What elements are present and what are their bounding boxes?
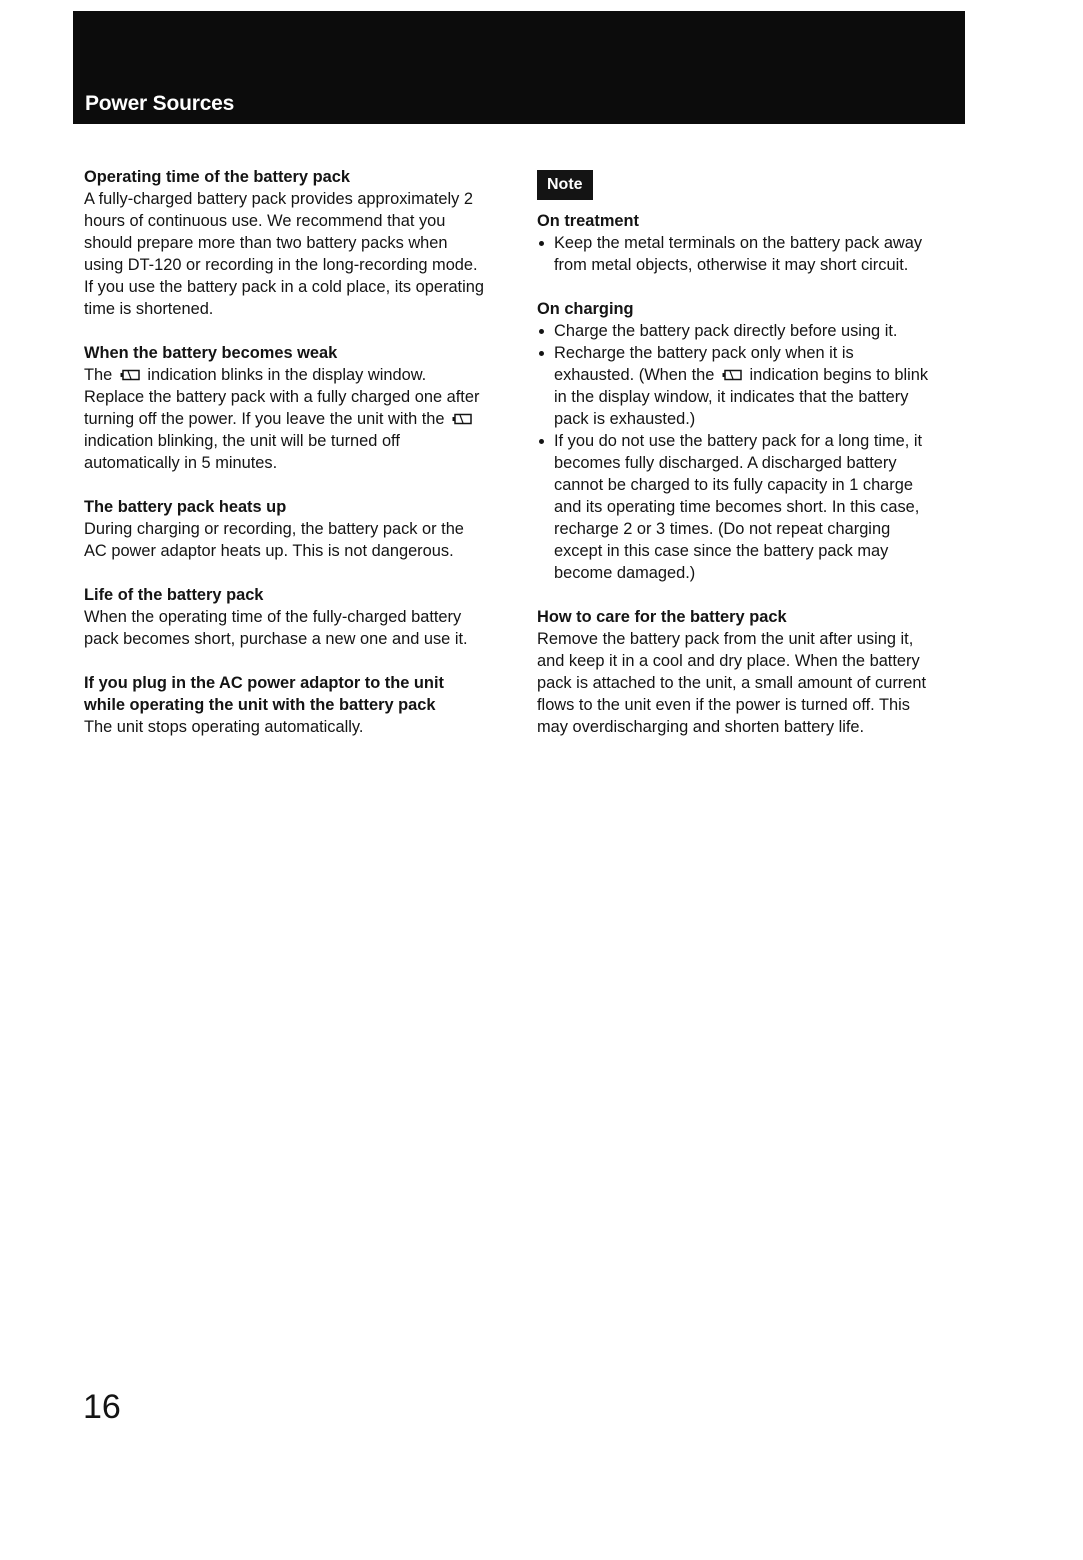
paragraph: During charging or recording, the battery pack or the AC power adaptor heats up. This is not dangerous. [84,520,464,560]
paragraph: A fully-charged battery pack provides approximately 2 hours of continuous use. We recommend that you should prepare more than two battery packs when using DT-120 or recording in the long-recording mode. [84,190,478,274]
text: indication blinks in the display window. Replace the battery pack with a fully charged one after turning off the power. If you leave the unit with the [84,366,480,428]
section-battery-weak [84,342,484,474]
section-operating-time [84,166,484,320]
section-heading: The battery pack heats up [84,498,287,516]
paragraph: Remove the battery pack from the unit after using it, and keep it in a cool and dry place. When the battery pack is attached to the unit, a small amount of current flows to the unit even if the power is turned off. This may overdischarging and shorten battery life. [537,630,927,736]
section-heading: On charging [537,300,634,318]
section-heading: On treatment [537,212,640,230]
list-item: If you do not use the battery pack for a long time, it becomes fully discharged. A discharged battery cannot be charged to its fully capacity in 1 charge and its operating time becomes short. In this case, recharge 2 or 3 times. (Do not repeat charging except in this case since the battery pack may become damaged.) [537,430,937,584]
list-item: Keep the metal terminals on the battery pack away from metal objects, otherwise it may short circuit. [537,232,937,276]
section-ac-adaptor [84,672,484,738]
paragraph [84,364,484,474]
page-number: 16 [83,1388,121,1426]
list-item [537,342,937,430]
battery-low-icon [722,369,742,381]
text: Recharge the battery pack only when it is exhausted. (When the [554,344,854,384]
section-care [537,606,937,738]
paragraph: If you use the battery pack in a cold place, its operating time is shortened. [84,278,484,318]
note-badge: Note [537,170,593,200]
paragraph: The unit stops operating automatically. [84,718,364,736]
section-heading: How to care for the battery pack [537,608,787,626]
text: The [84,366,113,384]
bullet-list [537,320,937,584]
list-item: Charge the battery pack directly before using it. [537,320,937,342]
page-title: Power Sources [85,92,235,115]
section-heading: Life of the battery pack [84,586,264,604]
header-bar [73,11,965,124]
section-on-charging [537,298,937,584]
section-heats-up [84,496,484,562]
battery-low-icon [452,413,472,425]
section-on-treatment [537,210,937,276]
right-column [537,170,937,760]
section-battery-life [84,584,484,650]
left-column [84,166,484,760]
bullet-list [537,232,937,276]
text: indication begins to blink in the display window, it indicates that the battery pack is exhausted.) [554,366,929,428]
section-heading: If you plug in the AC power adaptor to the unit while operating the unit with the battery pack [84,674,444,714]
battery-low-icon [120,369,140,381]
section-heading: When the battery becomes weak [84,344,338,362]
paragraph: When the operating time of the fully-charged battery pack becomes short, purchase a new one and use it. [84,608,468,648]
section-heading: Operating time of the battery pack [84,168,350,186]
text: indication blinking, the unit will be turned off automatically in 5 minutes. [84,432,400,472]
